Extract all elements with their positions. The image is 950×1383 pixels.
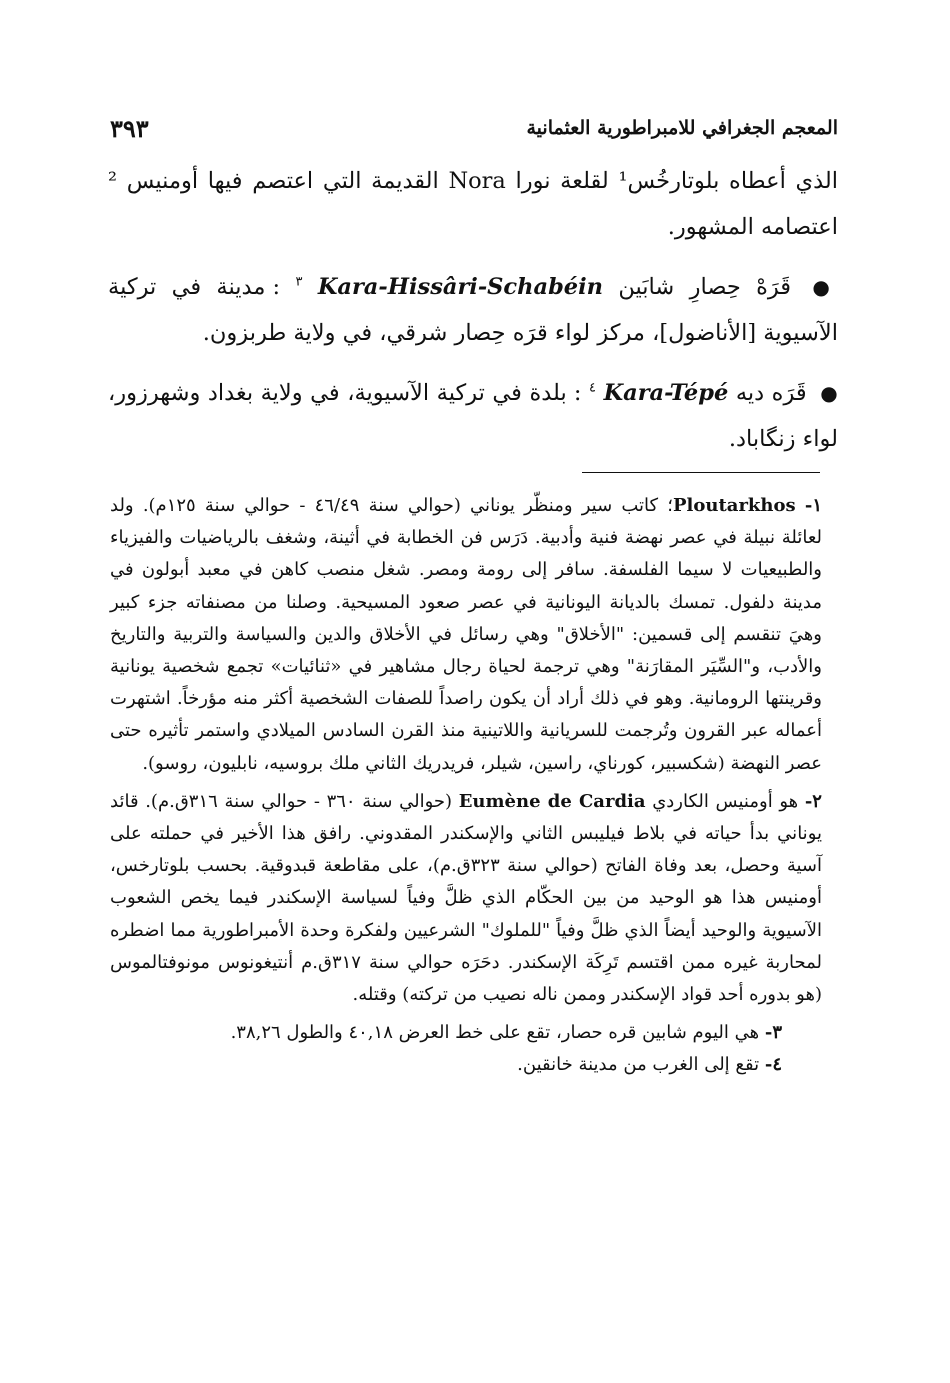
footnote-latin: Eumène de Cardia — [458, 790, 646, 812]
footnotes — [110, 490, 822, 1082]
footnote-lead: هو أومنيس الكاردي — [652, 790, 799, 812]
entry-definition: : بلدة في تركية الآسيوية، في ولاية بغداد وشهرزور، لواء زنگاباد. — [108, 380, 838, 452]
footnote-text: هي اليوم شابين قره حصار، تقع على خط العرض ٤٠,١٨ والطول ٣٨,٢٦. — [230, 1022, 760, 1044]
footnote-ref: ٣ — [295, 274, 303, 290]
footnote-divider — [582, 472, 820, 473]
entry-term: قَرَهْ حِصارِ شابَين — [618, 274, 792, 300]
footnote-4 — [110, 1049, 822, 1081]
footnote-number: ١- — [804, 495, 822, 516]
footnote-3 — [110, 1017, 822, 1049]
footnote-number: ٢- — [804, 790, 822, 812]
entry-definition: : مدينة في تركية الآسيوية [الأناضول]، مركز لواء قرَه حِصار شرقي، في ولاية طربزون. — [108, 274, 838, 346]
entry-latin-name: Kara-Hissâri-Schabéin — [317, 274, 604, 300]
footnote-ref: ٤ — [589, 380, 597, 396]
running-title: المعجم الجغرافي للامبراطورية العثمانية — [526, 117, 838, 139]
bullet-icon: ● — [820, 381, 839, 405]
main-text — [108, 158, 838, 462]
entry-term: قَرَه ديه — [735, 380, 807, 406]
footnote-text: (حوالي سنة ٣٦٠ - حوالي سنة ٣١٦ق.م). قائد يوناني بدأ حياته في بلاط فيليبس الثاني والإسكندر المقدوني. رافق هذا الأخير في حملته على آسية وحصل، بعد وفاة الفاتح (حوالي سنة ٣٢٣ق.م)، على مقاطعة قبدوقية. بحسب بلوتارخس، أومنيس هذا هو الوحيد من بين الحكّام الذي ظلَّ وفياً لسياسة الإسكندر فيما يخص الشعوب الآسيوية والوحيد أيضاً الذي ظلَّ وفياً "للملوك" الشرعيين ولفكرة وحدة الأمبراطورية مما اضطره لمحاربة غيره ممن اقتسم تَرِكَة الإسكندر. دحَرَه حوالي سنة ٣١٧ق.م أنتيغونوس مونوفتالموس (هو بدوره أحد قواد الإسكندر وممن ناله نصيب من تركته) وقتله. — [110, 790, 822, 1006]
bullet-icon: ● — [812, 275, 839, 299]
footnote-2 — [110, 786, 822, 1011]
entry-kara-hissari — [108, 264, 838, 356]
page-header — [110, 108, 838, 148]
entry-latin-name: Kara-Tépé — [603, 380, 729, 406]
footnote-number: ٤- — [764, 1054, 782, 1076]
footnote-text: تقع إلى الغرب من مدينة خانقين. — [517, 1054, 760, 1076]
footnote-number: ٣- — [764, 1022, 782, 1044]
footnote-1 — [110, 490, 822, 780]
footnote-text: ؛ كاتب سير ومنظّر يوناني (حوالي سنة ٤٦/٤٩ - حوالي سنة ١٢٥م). ولد لعائلة نبيلة في عصر نهضة فنية وأدبية. دَرَس فن الخطابة في أثينة، وشغف بالرياضيات والفيزياء والطبيعيات لا سيما الفلسفة. سافر إلى رومة ومصر. شغل منصب كاهن في معبد أبولون في مدينة دلفول. تمسك بالديانة اليونانية في عصر صعود المسيحية. وصلنا من مصنفاته جزء كبير وهيَ تنقسم إلى قسمين: "الأخلاق" وهي رسائل في الأخلاق والدين والسياسة والتربية والتاريخ والأدب، و"السِّيَر المقارَنة" وهي ترجمة لحياة رجال مشاهير في «ثنائيات» تجمع شخصية يونانية وقرينتها الرومانية. وهو في ذلك أراد أن يكون راصداً للصفات الشخصية أكثر منه مؤرخاً. اشتهرت أعماله عبر القرون وتُرجمت للسريانية واللاتينية منذ القرن السادس الميلادي واستمر تأثيره حتى عصر النهضة (شكسبير، كورناي، راسين، شيلر، فريدريك الثاني ملك بروسيه، نابليون، روسو). — [110, 495, 822, 774]
intro-paragraph: الذي أعطاه بلوتارخُس¹ لقلعة نورا Nora القديمة التي اعتصم فيها أومنيس ² اعتصامه المشهور. — [108, 168, 839, 240]
page-number: ٣٩٣ — [110, 113, 149, 143]
footnote-latin: Ploutarkhos — [673, 495, 796, 516]
entry-kara-tepe — [108, 370, 838, 462]
